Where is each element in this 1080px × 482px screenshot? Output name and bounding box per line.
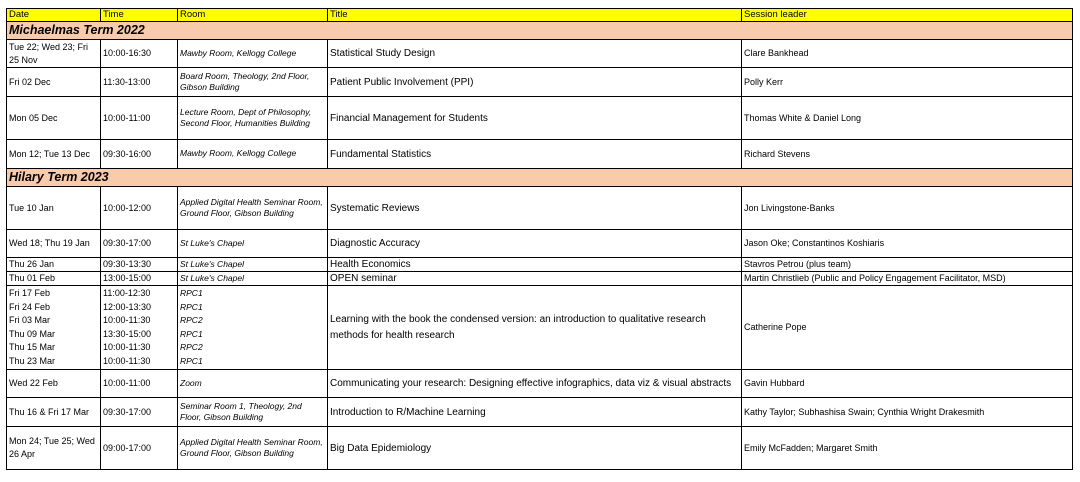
room-cell: Mawby Room, Kellogg College [178,140,328,169]
date-cell: Thu 01 Feb [7,272,101,286]
title-cell: Big Data Epidemiology [328,427,742,470]
title-cell: Statistical Study Design [328,40,742,68]
leader-cell: Kathy Taylor; Subhashisa Swain; Cynthia Wright Drakesmith [742,398,1073,427]
time-cell: 13:00-15:00 [101,272,178,286]
room-cell: St Luke's Chapel [178,230,328,258]
title-cell: Communicating your research: Designing effective infographics, data viz & visual abstracts [328,370,742,398]
table-row [7,398,1073,427]
date-cell: Mon 12; Tue 13 Dec [7,140,101,169]
term-row-hilary [7,169,1073,187]
room-line: RPC2 [180,342,203,352]
room-cell: St Luke's Chapel [178,258,328,272]
leader-cell: Jason Oke; Constantinos Koshiaris [742,230,1073,258]
title-cell: Learning with the book the condensed version: an introduction to qualitative research methods for health research [328,286,742,370]
term-row-michaelmas [7,22,1073,40]
title-cell: Health Economics [328,258,742,272]
room-cell: St Luke's Chapel [178,272,328,286]
time-cell: 10:00-12:00 [101,187,178,230]
room-cell: Applied Digital Health Seminar Room, Ground Floor, Gibson Building [178,187,328,230]
header-room: Room [178,9,328,22]
time-cell [101,286,178,370]
header-date: Date [7,9,101,22]
table-row [7,230,1073,258]
time-line: 10:00-11:30 [103,342,151,352]
time-line: 10:00-11:30 [103,315,151,325]
room-cell: Seminar Room 1, Theology, 2nd Floor, Gibson Building [178,398,328,427]
room-line: RPC1 [180,328,203,339]
time-cell: 10:00-11:00 [101,370,178,398]
room-cell: Board Room, Theology, 2nd Floor, Gibson Building [178,68,328,97]
header-time: Time [101,9,178,22]
date-cell: Fri 02 Dec [7,68,101,97]
room-cell: Zoom [178,370,328,398]
date-cell: Tue 22; Wed 23; Fri 25 Nov [7,40,101,68]
room-cell: Lecture Room, Dept of Philosophy, Second Floor, Humanities Building [178,97,328,140]
table-row [7,427,1073,470]
table-row [7,97,1073,140]
title-cell: Introduction to R/Machine Learning [328,398,742,427]
room-line: RPC1 [180,355,203,366]
date-line: Thu 15 Mar [9,342,56,352]
header-session-leader: Session leader [742,9,1073,22]
date-line: Thu 09 Mar [9,328,56,339]
title-cell: Diagnostic Accuracy [328,230,742,258]
leader-cell: Gavin Hubbard [742,370,1073,398]
room-line: RPC2 [180,315,203,325]
leader-cell: Thomas White & Daniel Long [742,97,1073,140]
session-schedule-table [6,8,1073,470]
term-heading: Michaelmas Term 2022 [7,22,1073,40]
time-cell: 09:00-17:00 [101,427,178,470]
header-row [7,9,1073,22]
date-cell: Wed 22 Feb [7,370,101,398]
time-cell: 09:30-17:00 [101,230,178,258]
leader-cell: Catherine Pope [742,286,1073,370]
date-cell: Wed 18; Thu 19 Jan [7,230,101,258]
date-cell: Thu 16 & Fri 17 Mar [7,398,101,427]
room-line: RPC1 [180,288,203,298]
leader-cell: Stavros Petrou (plus team) [742,258,1073,272]
time-line: 13:30-15:00 [103,328,152,339]
term-heading: Hilary Term 2023 [7,169,1073,187]
table-row [7,68,1073,97]
time-cell: 09:30-16:00 [101,140,178,169]
leader-cell: Richard Stevens [742,140,1073,169]
room-cell: Mawby Room, Kellogg College [178,40,328,68]
room-cell: Applied Digital Health Seminar Room, Ground Floor, Gibson Building [178,427,328,470]
time-line: 12:00-13:30 [103,301,152,312]
title-cell: Financial Management for Students [328,97,742,140]
time-cell: 09:30-13:30 [101,258,178,272]
time-cell: 10:00-16:30 [101,40,178,68]
time-cell: 10:00-11:00 [101,97,178,140]
leader-cell: Polly Kerr [742,68,1073,97]
header-title: Title [328,9,742,22]
date-line: Fri 17 Feb [9,288,51,298]
time-cell: 09:30-17:00 [101,398,178,427]
leader-cell: Jon Livingstone-Banks [742,187,1073,230]
table-row [7,286,1073,370]
time-line: 10:00-11:30 [103,355,151,366]
room-cell [178,286,328,370]
table-row [7,40,1073,68]
title-cell: OPEN seminar [328,272,742,286]
room-line: RPC1 [180,301,203,312]
leader-cell: Clare Bankhead [742,40,1073,68]
table-row [7,140,1073,169]
date-cell: Mon 24; Tue 25; Wed 26 Apr [7,427,101,470]
title-cell: Fundamental Statistics [328,140,742,169]
date-line: Fri 03 Mar [9,315,51,325]
date-line: Fri 24 Feb [9,301,51,312]
table-row [7,272,1073,286]
leader-cell: Martin Christlieb (Public and Policy Engagement Facilitator, MSD) [742,272,1073,286]
time-line: 11:00-12:30 [103,288,151,298]
date-line: Thu 23 Mar [9,355,56,366]
date-cell: Thu 26 Jan [7,258,101,272]
title-cell: Systematic Reviews [328,187,742,230]
date-cell: Mon 05 Dec [7,97,101,140]
table-row [7,258,1073,272]
table-row [7,187,1073,230]
title-cell: Patient Public Involvement (PPI) [328,68,742,97]
date-cell: Tue 10 Jan [7,187,101,230]
time-cell: 11:30-13:00 [101,68,178,97]
table-row [7,370,1073,398]
date-cell [7,286,101,370]
leader-cell: Emily McFadden; Margaret Smith [742,427,1073,470]
